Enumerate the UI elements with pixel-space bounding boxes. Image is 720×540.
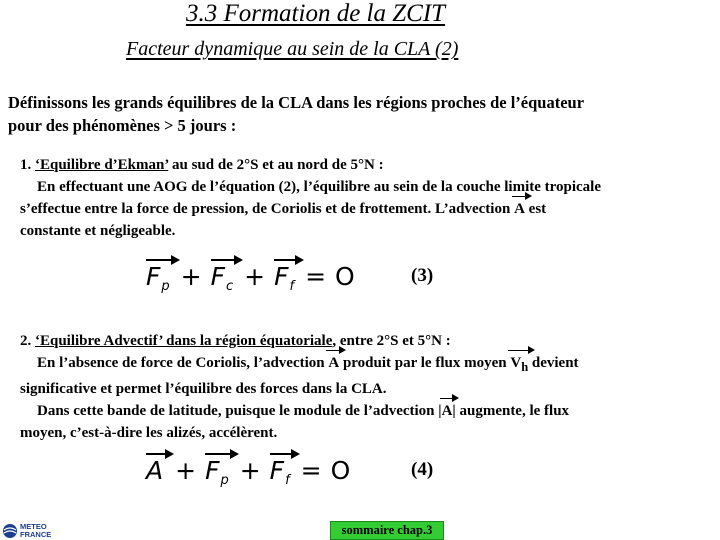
equation-4 (146, 456, 350, 488)
section-2-line-1 (20, 352, 715, 378)
advection-term: A (146, 456, 166, 488)
equation-4-number: (4) (411, 459, 434, 480)
force-pressure-term: $F_p$ (146, 262, 172, 294)
plus-sign: + (175, 456, 197, 485)
section-2-line-2: significative et permet l’équilibre des forces dans la CLA. (20, 381, 387, 397)
equation-3-number: (3) (411, 265, 434, 286)
logo-text-line-1: METEO (20, 522, 47, 531)
vector-v-letter: V (510, 355, 522, 371)
equation-3 (146, 262, 355, 294)
vector-a: A (442, 400, 453, 422)
section-1-name: ‘Equilibre d’Ekman’ (35, 157, 169, 173)
force-friction-term: $F_f$ (274, 262, 296, 294)
intro-paragraph (8, 91, 716, 137)
section-2-line-3-start: Dans cette bande de latitude, puisque le module de l’advection | (37, 403, 442, 419)
section-2 (20, 330, 715, 444)
section-1-line-1: En effectuant une AOG de l’équation (2), l’équilibre au sein de la couche limite tropicale (37, 179, 602, 195)
section-2-line-1-mid: produit par le flux moyen (339, 355, 511, 371)
section-1 (20, 154, 715, 242)
force-friction-term: $F_f$ (270, 456, 292, 488)
vector-a: A (328, 352, 339, 374)
vector-v-subscript: h (521, 360, 529, 374)
section-2-name: ‘Equilibre Advectif’ dans la région équatoriale (35, 333, 333, 349)
section-1-line-2 (20, 198, 715, 220)
section-2-line-4: moyen, c’est-à-dire les alizés, accélèrent. (20, 425, 278, 441)
section-2-heading (20, 330, 715, 352)
vector-a: A (514, 198, 525, 220)
plus-sign: + (239, 456, 261, 485)
section-2-line-1-start: En l’absence de force de Coriolis, l’advection (37, 355, 325, 371)
intro-line-2: pour des phénomènes > 5 jours : (8, 116, 237, 135)
vector-v (510, 352, 528, 378)
section-1-line-2-text: s’effectue entre la force de pression, de Coriolis et de frottement. L’advection (20, 201, 511, 217)
section-2-number: 2. (20, 333, 32, 349)
zero-vector: O (335, 262, 355, 291)
section-2-line-1-end: devient (528, 355, 579, 371)
globe-icon (2, 523, 18, 539)
zero-vector: O (330, 456, 351, 485)
force-pressure-term: $F_p$ (205, 456, 231, 488)
section-1-line-3: constante et négligeable. (20, 223, 176, 239)
logo-text (20, 523, 51, 539)
plus-sign: + (244, 262, 266, 291)
page-subtitle: Facteur dynamique au sein de la CLA (2) (126, 38, 459, 60)
summary-chapter-button[interactable]: sommaire chap.3 (330, 521, 444, 540)
section-2-line-3-end: | augmente, le flux (452, 403, 570, 419)
page-title: 3.3 Formation de la ZCIT (186, 0, 446, 27)
section-2-heading-rest: , entre 2°S et 5°N : (332, 333, 451, 349)
plus-sign: + (180, 262, 202, 291)
section-1-number: 1. (20, 157, 32, 173)
meteo-france-logo (2, 522, 66, 540)
section-2-line-3 (20, 400, 715, 422)
section-1-heading (20, 154, 715, 176)
intro-line-1: Définissons les grands équilibres de la CLA dans les régions proches de l’équateur (8, 93, 585, 112)
force-coriolis-term: $F_c$ (211, 262, 236, 294)
equals-sign: = (300, 456, 322, 485)
section-1-line-2-end: est (524, 201, 547, 217)
logo-text-line-2: FRANCE (20, 530, 52, 539)
section-1-heading-rest: au sud de 2°S et au nord de 5°N : (168, 157, 384, 173)
equals-sign: = (305, 262, 327, 291)
